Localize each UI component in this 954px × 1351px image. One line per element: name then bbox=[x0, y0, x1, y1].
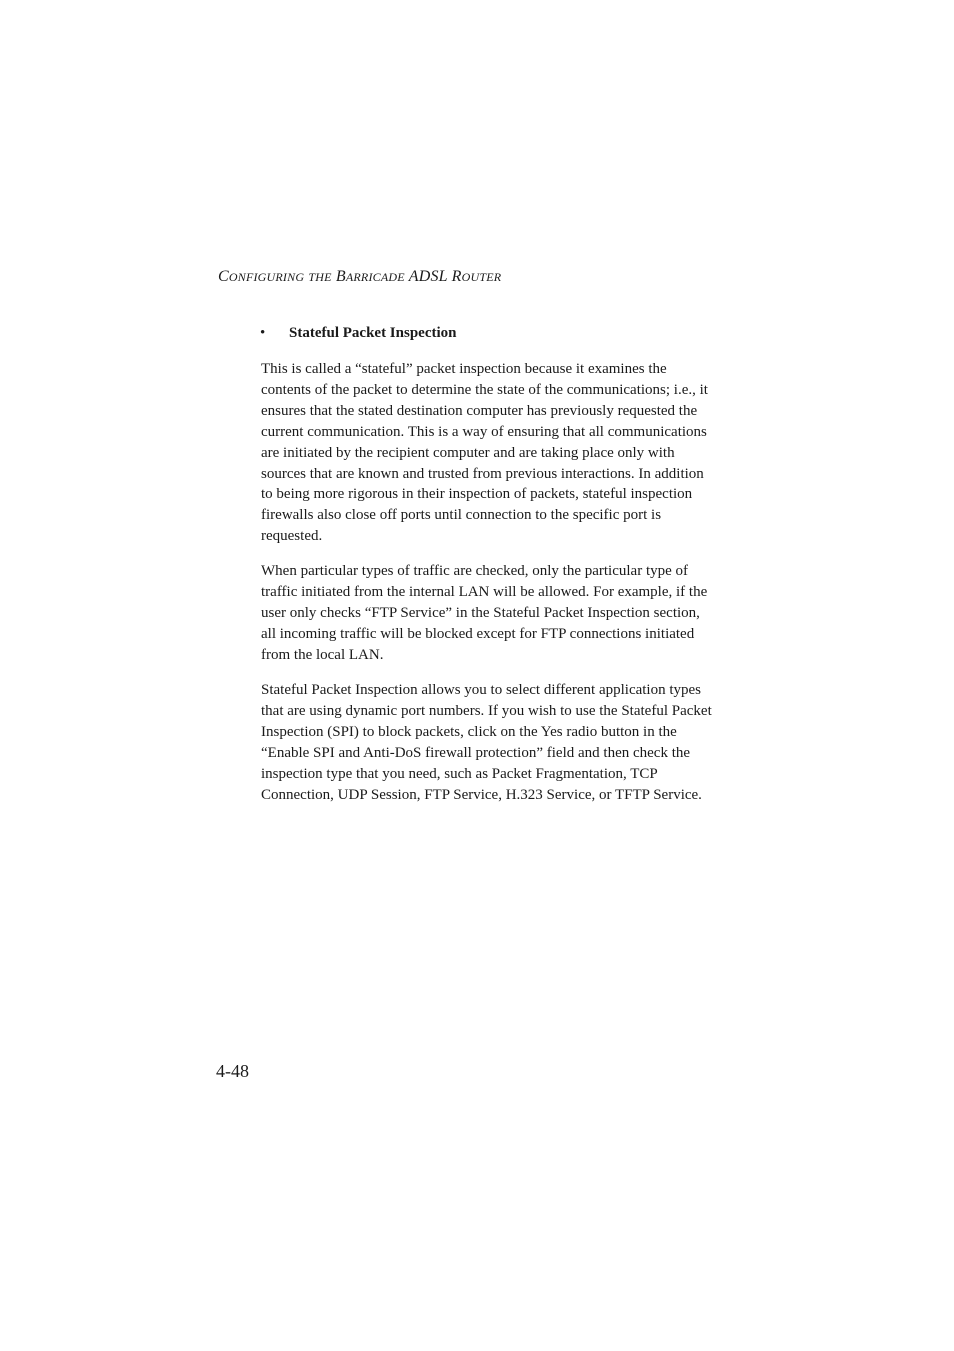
running-header bbox=[218, 268, 501, 286]
header-word-barricade: ARRICADE bbox=[345, 270, 405, 284]
text-line: traffic initiated from the internal LAN will be allowed. For example, if the bbox=[261, 583, 708, 600]
text-line: Inspection (SPI) to block packets, click on the Yes radio button in the bbox=[261, 723, 677, 740]
header-word-configuring: ONFIGURING bbox=[228, 270, 305, 284]
text-line: requested. bbox=[261, 528, 323, 545]
header-initial-c: C bbox=[218, 268, 229, 285]
text-line: sources that are known and trusted from previous interactions. In addition bbox=[261, 465, 704, 482]
text-line: to being more rigorous in their inspection of packets, stateful inspection bbox=[261, 486, 693, 503]
header-word-adsl: ADSL bbox=[408, 268, 448, 285]
text-line: inspection type that you need, such as Packet Fragmentation, TCP bbox=[261, 765, 658, 782]
page-number: 4-48 bbox=[216, 1061, 249, 1081]
text-line: are initiated by the recipient computer and are taking place only with bbox=[261, 444, 675, 461]
section-bullet-item bbox=[260, 325, 457, 342]
header-initial-b: B bbox=[335, 268, 346, 285]
text-line: that are using dynamic port numbers. If you wish to use the Stateful Packet bbox=[261, 702, 712, 719]
text-line: from the local LAN. bbox=[261, 646, 384, 663]
text-line: all incoming traffic will be blocked except for FTP connections initiated bbox=[261, 625, 695, 642]
paragraph-spi-usage bbox=[261, 680, 726, 805]
text-line: firewalls also close off ports until connection to the specific port is bbox=[261, 507, 662, 524]
text-line: contents of the packet to determine the state of the communications; i.e., it bbox=[261, 381, 708, 398]
text-line: “Enable SPI and Anti-DoS firewall protection” field and then check the bbox=[261, 744, 691, 761]
header-word-router: OUTER bbox=[461, 270, 502, 284]
header-word-the: THE bbox=[308, 270, 332, 284]
header-initial-r: R bbox=[451, 268, 462, 285]
text-line: When particular types of traffic are checked, only the particular type of bbox=[261, 563, 689, 579]
text-line: current communication. This is a way of ensuring that all communications bbox=[261, 423, 707, 440]
bullet-glyph: • bbox=[260, 325, 266, 341]
text-line: ensures that the stated destination computer has previously requested the bbox=[261, 402, 698, 419]
text-line: This is called a “stateful” packet inspection because it examines the bbox=[261, 361, 667, 377]
paragraph-traffic-types bbox=[261, 561, 726, 666]
text-line: Stateful Packet Inspection allows you to select different application types bbox=[261, 682, 702, 698]
text-line: Connection, UDP Session, FTP Service, H.323 Service, or TFTP Service. bbox=[261, 786, 702, 803]
section-heading: Stateful Packet Inspection bbox=[289, 325, 457, 341]
text-line: user only checks “FTP Service” in the Stateful Packet Inspection section, bbox=[261, 604, 700, 621]
paragraph-stateful-definition bbox=[261, 359, 726, 547]
